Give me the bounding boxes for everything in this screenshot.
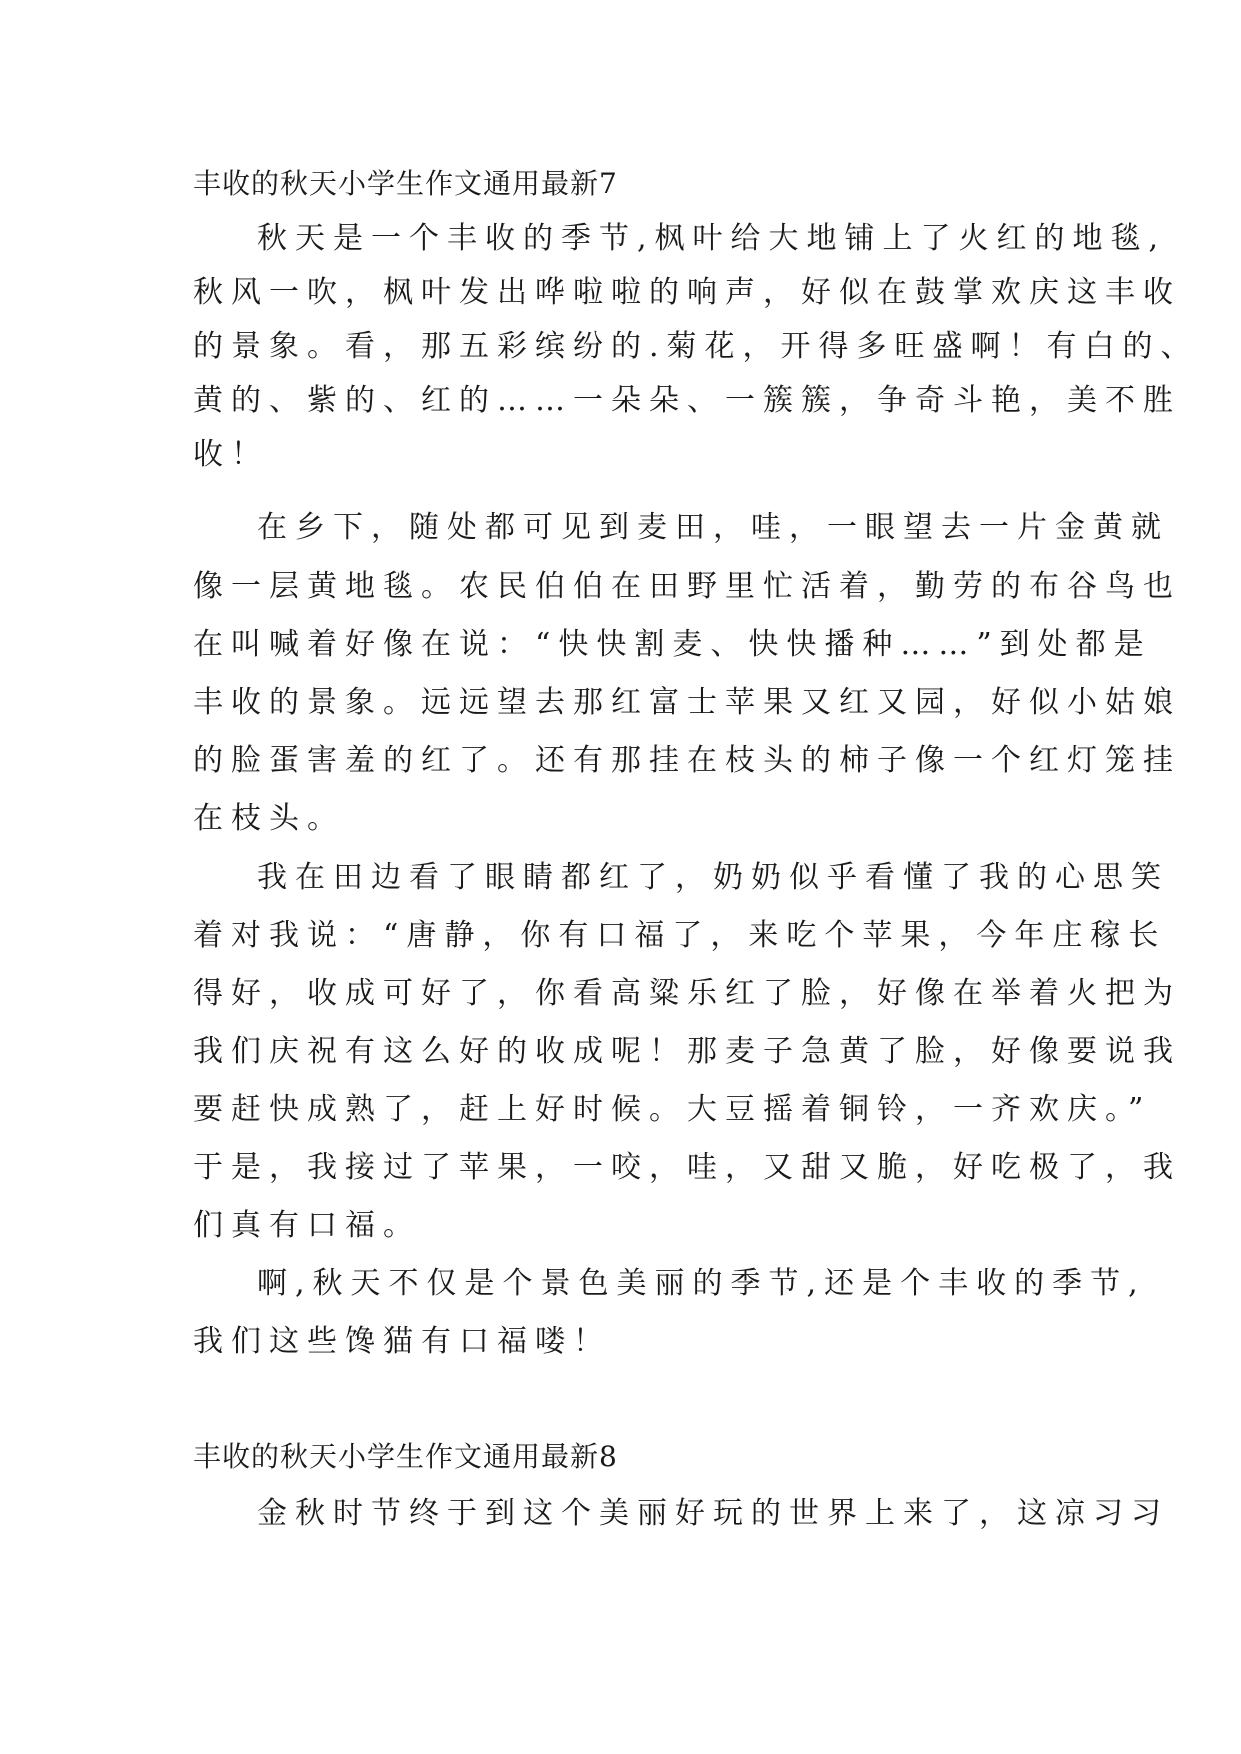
paragraph-line: 我在田边看了眼睛都红了，奶奶似乎看懂了我的心思笑: [257, 860, 1169, 895]
paragraph-line: 我们庆祝有这么好的收成呢！那麦子急黄了脸，好像要说我: [193, 1034, 1181, 1069]
paragraph-line: 金秋时节终于到这个美丽好玩的世界上来了，这凉习习: [257, 1496, 1169, 1531]
paragraph-line: 丰收的景象。远远望去那红富士苹果又红又园，好似小姑娘: [193, 685, 1181, 720]
paragraph-line: 在叫喊着好像在说：“快快割麦、快快播种……”到处都是: [193, 627, 1152, 662]
paragraph-line: 我们这些馋猫有口福喽！: [193, 1324, 611, 1359]
paragraph-line: 的景象。看，那五彩缤纷的.菊花，开得多旺盛啊！有白的、: [193, 329, 1199, 364]
paragraph-line: 们真有口福。: [193, 1208, 421, 1243]
paragraph-line: 秋风一吹，枫叶发出哗啦啦的响声，好似在鼓掌欢庆这丰收: [193, 275, 1181, 310]
paragraph-line: 啊,秋天不仅是个景色美丽的季节,还是个丰收的季节,: [257, 1266, 1146, 1301]
paragraph-line: 于是，我接过了苹果，一咬，哇，又甜又脆，好吃极了，我: [193, 1150, 1181, 1185]
paragraph-line: 要赶快成熟了，赶上好时候。大豆摇着铜铃，一齐欢庆。”: [193, 1092, 1152, 1127]
paragraph-line: 的脸蛋害羞的红了。还有那挂在枝头的柿子像一个红灯笼挂: [193, 743, 1181, 778]
paragraph-line: 在乡下，随处都可见到麦田，哇，一眼望去一片金黄就: [257, 510, 1169, 545]
paragraph-line: 着对我说：“唐静，你有口福了，来吃个苹果，今年庄稼长: [193, 918, 1167, 953]
paragraph-line: 得好，收成可好了，你看高粱乐红了脸，好像在举着火把为: [193, 976, 1181, 1011]
section-7-title: 丰收的秋天小学生作文通用最新7: [193, 167, 618, 200]
paragraph-line: 秋天是一个丰收的季节,枫叶给大地铺上了火红的地毯,: [257, 221, 1167, 256]
paragraph-line: 黄的、紫的、红的……一朵朵、一簇簇，争奇斗艳，美不胜: [193, 383, 1181, 418]
paragraph-line: 像一层黄地毯。农民伯伯在田野里忙活着，勤劳的布谷鸟也: [193, 569, 1181, 604]
section-8-title: 丰收的秋天小学生作文通用最新8: [193, 1440, 618, 1473]
paragraph-line: 在枝头。: [193, 801, 345, 836]
paragraph-line: 收！: [193, 437, 269, 472]
